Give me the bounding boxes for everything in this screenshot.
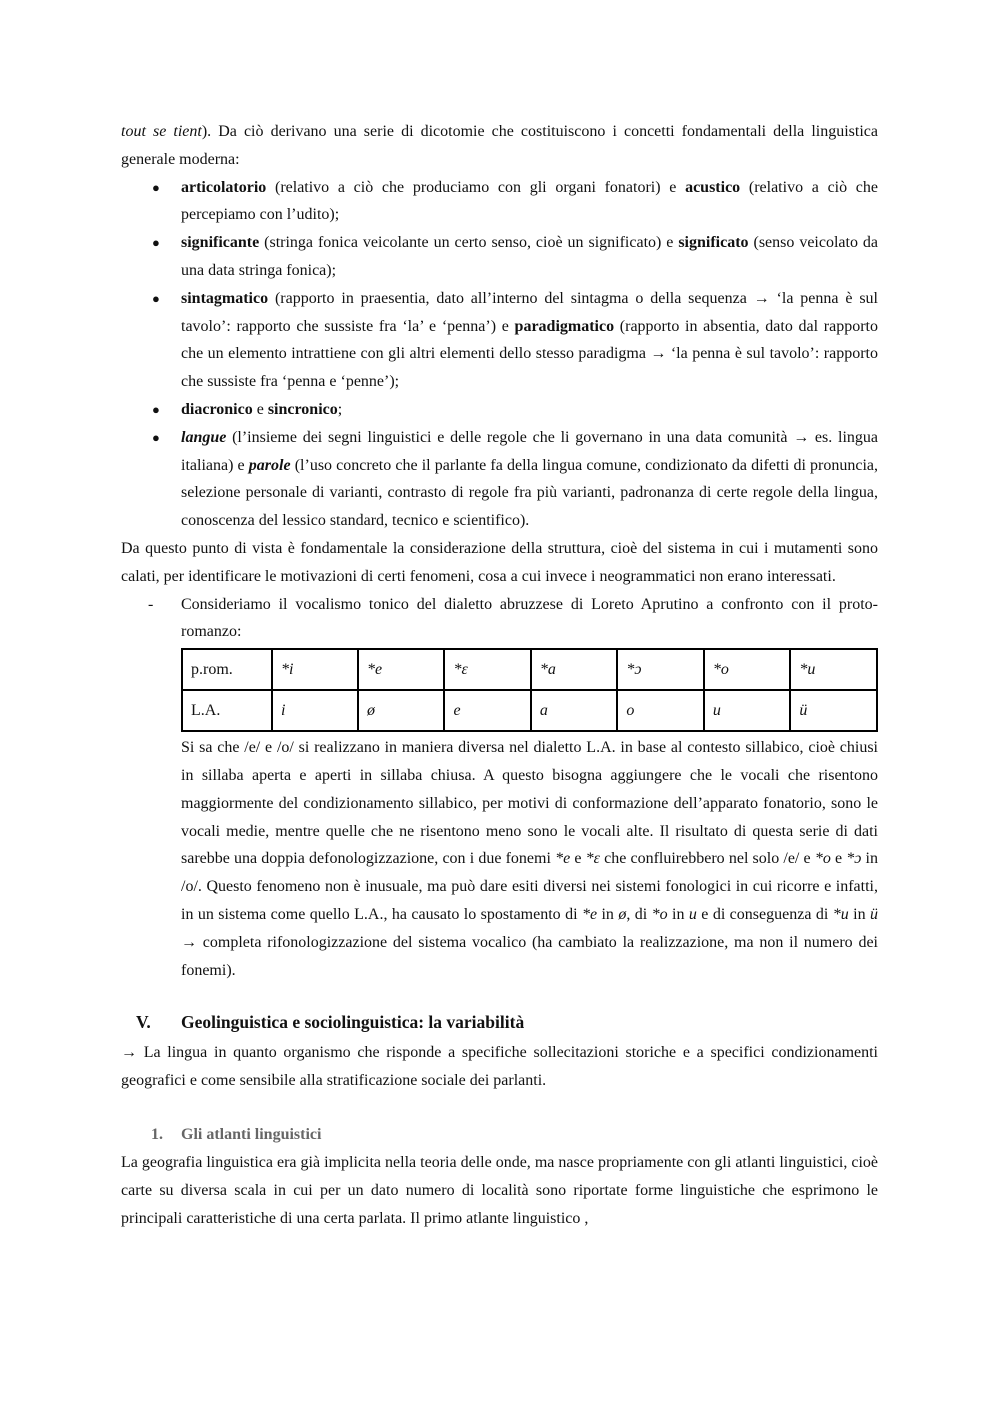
explain-text: Si sa che /e/ e /o/ si realizzano in maniera diversa nel dialetto L.A. in base al contesto sillabico, cioè chiusi in sillaba aperta e aperti in sillaba chiusa. A questo bisogna aggiungere che le vocali che risentono maggiormente del condizionamento sillabico, per motivi di conformazione dell’apparato fonatorio, sono le vocali medie, mentre quelle che ne risentono meno sono le vocali alte. Il risultato di questa serie di dati sarebbe una doppia defonologizzazione, con i due fonemi	[181, 739, 878, 868]
document-page	[121, 118, 878, 1232]
dash-item-text: Consideriamo il vocalismo tonico del dialetto abruzzese di Loreto Aprutino a confronto con il proto-romanzo:	[181, 595, 878, 641]
explain-italic: *e	[581, 905, 598, 923]
subsection-heading	[121, 1121, 878, 1149]
subsection-title: Gli atlanti linguistici	[181, 1125, 322, 1143]
explain-text: e	[830, 850, 847, 868]
explain-italic: ø	[618, 905, 627, 923]
table-cell: *a	[531, 649, 618, 690]
atlases-paragraph: La geografia linguistica era già implicita nella teoria delle onde, ma nasce propriamente con gli atlanti linguistici, cioè carte su diversa scala in cui per un dato numero di località sono riportate forme linguistiche che esprimono le principali caratteristiche di una certa parlata. Il primo atlante linguistico ,	[121, 1153, 878, 1227]
term-bold: acustico	[685, 178, 741, 196]
table-cell: o	[617, 690, 703, 731]
term-text: (senso veicolato da una data stringa fonica);	[181, 234, 878, 279]
table-cell: *u	[790, 649, 877, 690]
term-text: e	[252, 400, 268, 418]
section-intro-paragraph: → La lingua in quanto organismo che risponde a specifiche sollecitazioni storiche e a specifici condizionamenti geografici e come sensibile alla stratificazione sociale dei parlanti.	[121, 1044, 878, 1090]
explain-italic: ü	[869, 905, 878, 923]
term-bold: significato	[678, 234, 749, 252]
term-text: (rapporto in praesentia, dato all’interno del sintagma o della sequenza → ‘la penna è sul tavolo’: rapporto che sussiste fra ‘la’ e ‘penna’) e	[181, 289, 878, 335]
list-item	[121, 396, 878, 424]
vowel-comparison-table	[181, 648, 878, 732]
term-bold-italic: langue	[181, 428, 227, 446]
table-cell: u	[704, 690, 791, 731]
list-item	[121, 229, 878, 285]
list-item	[121, 174, 878, 230]
table-cell: ø	[358, 690, 444, 731]
explain-text: che confluirebbero nel solo /e/ e	[599, 850, 815, 868]
table-row	[182, 649, 877, 690]
intro-paragraph	[121, 118, 878, 174]
term-text: (l’insieme dei segni linguistici e delle regole che li governano in una data comunità → es. lingua italiana) e	[181, 428, 878, 474]
table-cell: i	[272, 690, 358, 731]
subsection-number: 1.	[151, 1125, 163, 1143]
section-number: V.	[136, 1012, 151, 1033]
table-cell: ü	[790, 690, 877, 731]
explain-italic: u	[688, 905, 697, 923]
explain-text: , di	[626, 905, 652, 923]
term-bold: sincronico	[267, 400, 338, 418]
term-bold: sintagmatico	[181, 289, 269, 307]
section-title: Geolinguistica e sociolinguistica: la variabilità	[181, 1012, 525, 1033]
explain-italic: *o	[814, 850, 831, 868]
explain-text: in	[848, 905, 870, 923]
list-item	[121, 424, 878, 535]
explain-italic: *e	[555, 850, 571, 868]
term-text: ;	[337, 400, 343, 418]
explain-text: → completa rifonologizzazione del sistema vocalico (ha cambiato la realizzazione, ma non il numero dei fonemi).	[181, 933, 878, 979]
table-cell: e	[444, 690, 530, 731]
term-bold: articolatorio	[181, 178, 267, 196]
table-cell: a	[531, 690, 618, 731]
structure-paragraph: Da questo punto di vista è fondamentale la considerazione della struttura, cioè del sistema in cui i mutamenti sono calati, per identificare le motivazioni di certi fenomeni, cosa a cui invece i neogrammatici non erano interessati.	[121, 539, 878, 585]
term-bold-italic: parole	[248, 456, 291, 474]
explain-italic: *u	[832, 905, 849, 923]
table-cell: p.rom.	[182, 649, 272, 690]
dash-marker: -	[148, 595, 154, 613]
table-cell: *i	[272, 649, 358, 690]
explain-text: e di conseguenza di	[696, 905, 833, 923]
term-text: (relativo a ciò che produciamo con gli organi fonatori) e	[266, 178, 686, 196]
term-bold: diacronico	[181, 400, 253, 418]
dash-item	[121, 591, 878, 647]
table-cell: L.A.	[182, 690, 272, 731]
explain-italic: *o	[651, 905, 668, 923]
term-text: (rapporto in absentia, dato dal rapporto che un elemento intrattiene con gli altri elementi dello stesso paradigma → ‘la penna è sul tavolo’: rapporto che sussiste fra ‘penna e ‘penne’);	[181, 317, 878, 391]
term-bold: significante	[181, 234, 260, 252]
explain-text: in	[667, 905, 689, 923]
explain-italic: *ɔ	[846, 850, 862, 868]
explanation-paragraph	[121, 734, 878, 984]
list-item	[121, 285, 878, 396]
explain-italic: *ɛ	[585, 850, 600, 868]
intro-italic-phrase: tout se tient	[121, 123, 202, 140]
table-row	[182, 690, 877, 731]
table-cell: *e	[358, 649, 444, 690]
table-cell: *ɔ	[617, 649, 703, 690]
explain-text: in /o/. Questo fenomeno non è inusuale, ma può dare esiti diversi nei sistemi fonologici in cui ricorre e infatti, in un sistema come quello L.A., ha causato lo spostamento di	[181, 850, 878, 923]
explain-text: e	[570, 850, 586, 868]
table-cell: *ɛ	[444, 649, 530, 690]
intro-text: ). Da ciò derivano una serie di dicotomie che costituiscono i concetti fondamentali della linguistica generale moderna:	[121, 123, 878, 168]
term-text: (stringa fonica veicolante un certo senso, cioè un significato) e	[259, 234, 679, 252]
term-bold: paradigmatico	[514, 317, 615, 335]
term-text: (relativo a ciò che percepiamo con l’udito);	[181, 178, 879, 224]
explain-text: in	[597, 905, 619, 923]
table-cell: *o	[704, 649, 791, 690]
term-text: (l’uso concreto che il parlante fa della lingua comune, condizionato da difetti di pronuncia, selezione personale di varianti, contrasto di regole fra più varianti, padronanza di certe regole della lingua, conoscenza del lessico standard, tecnico e scientifico).	[181, 456, 879, 530]
dichotomies-list	[121, 174, 878, 535]
section-heading	[121, 1009, 878, 1039]
